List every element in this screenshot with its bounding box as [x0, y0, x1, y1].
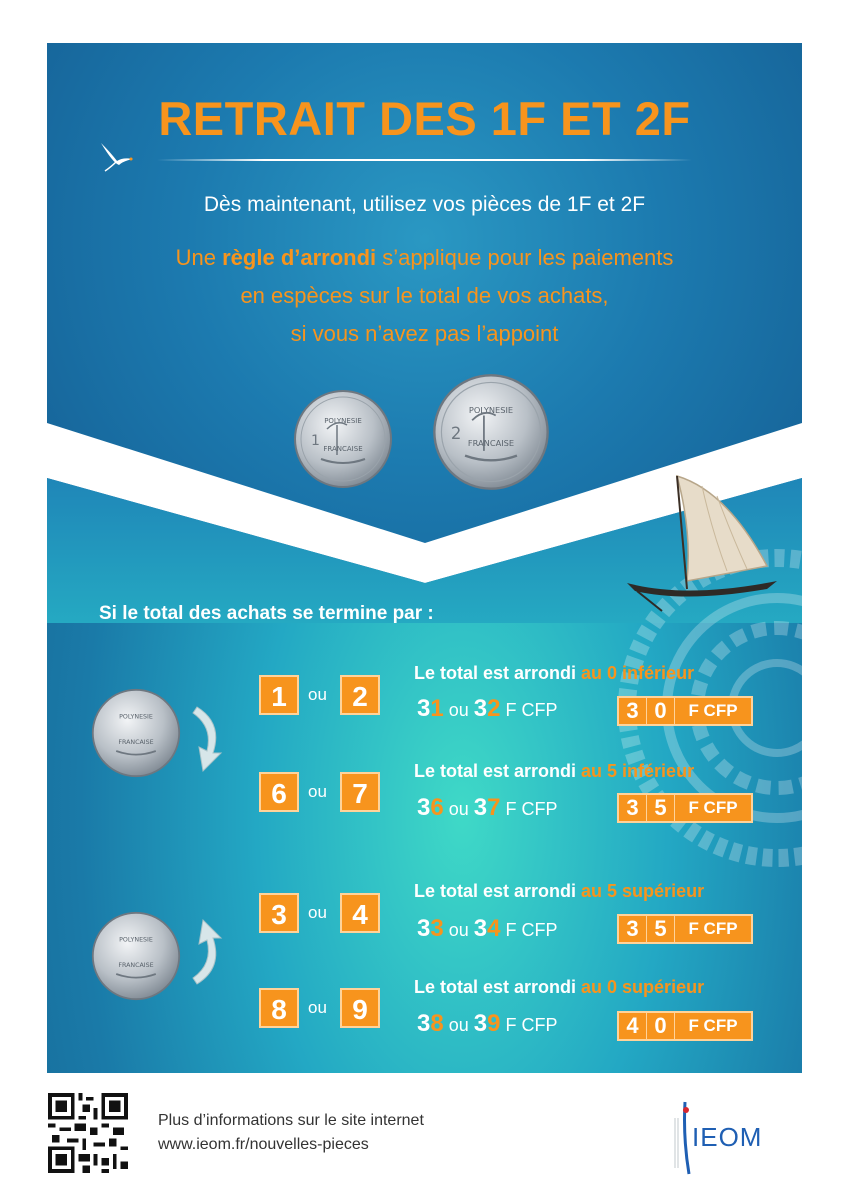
- coin-small-2-inscription-top: POLYNESIE: [119, 936, 153, 944]
- coin-rounding-down-icon: [91, 688, 181, 778]
- bird-icon: [97, 135, 137, 175]
- intro-text: Si le total des achats se termine par :: [99, 603, 434, 624]
- ending-digit-3: 3: [259, 893, 299, 933]
- result-round-up-0: 4 0 F CFP: [617, 1011, 753, 1041]
- rule-round-up-0: Le total est arrondi au 0 supérieur: [414, 977, 705, 997]
- qr-code-icon[interactable]: [48, 1093, 128, 1173]
- rule-line-3: si vous n’avez pas l’appoint: [290, 321, 559, 346]
- footer-website-link[interactable]: www.ieom.fr/nouvelles-pieces: [158, 1136, 369, 1153]
- subtitle: Dès maintenant, utilisez vos pièces de 1F et 2F: [203, 193, 646, 216]
- ending-digit-4: 4: [340, 893, 380, 933]
- coin-small-1-inscription-bottom: FRANCAISE: [118, 738, 154, 746]
- ou-label: ou: [308, 685, 327, 704]
- rule-round-down-5: Le total est arrondi au 5 inférieur: [414, 761, 695, 781]
- coin-2f-inscription-bottom: FRANCAISE: [467, 438, 515, 449]
- poster: [47, 43, 802, 1073]
- coin-small-1-inscription-top: POLYNESIE: [119, 713, 153, 721]
- curved-arrow-down-icon: [189, 703, 229, 773]
- coin-2f-icon: [432, 373, 550, 491]
- coin-rounding-up-icon: [91, 911, 181, 1001]
- rounding-rule-text: [87, 239, 762, 353]
- ending-digit-2: 2: [340, 675, 380, 715]
- ou-label: ou: [308, 998, 327, 1017]
- ieom-logo-text: IEOM: [692, 1122, 763, 1152]
- ending-digit-6: 6: [259, 772, 299, 812]
- title-underline: [157, 159, 692, 161]
- ou-label: ou: [308, 903, 327, 922]
- result-round-down-0: 3 0 F CFP: [617, 696, 753, 726]
- coin-small-2-inscription-bottom: FRANCAISE: [118, 961, 154, 969]
- ou-label: ou: [308, 782, 327, 801]
- page-title: RETRAIT DES 1F ET 2F: [158, 92, 691, 145]
- example-round-up-0: 38 ou 39 F CFP: [417, 1010, 558, 1037]
- result-round-up-5: 3 5 F CFP: [617, 914, 753, 944]
- footer-info-text: Plus d’informations sur le site internet: [158, 1112, 424, 1129]
- sailboat-icon: [617, 471, 787, 621]
- rule-round-down-0: Le total est arrondi au 0 inférieur: [414, 663, 695, 683]
- coin-1f-icon: [293, 389, 393, 489]
- curved-arrow-up-icon: [189, 918, 229, 988]
- result-round-down-5: 3 5 F CFP: [617, 793, 753, 823]
- rule-line-2: en espèces sur le total de vos achats,: [240, 283, 609, 308]
- example-round-up-5: 33 ou 34 F CFP: [417, 915, 558, 942]
- coin-1f-inscription-top: POLYNESIE: [324, 417, 362, 425]
- ending-digit-8: 8: [259, 988, 299, 1028]
- example-round-down-0: 31 ou 32 F CFP: [417, 695, 558, 722]
- coin-2f-value: 2: [450, 424, 462, 444]
- example-round-down-5: 36 ou 37 F CFP: [417, 794, 558, 821]
- ending-digit-1: 1: [259, 675, 299, 715]
- rule-round-up-5: Le total est arrondi au 5 supérieur: [414, 881, 705, 901]
- coin-1f-value: 1: [311, 433, 320, 449]
- coin-2f-inscription-top: POLYNESIE: [468, 405, 514, 416]
- ending-digit-9: 9: [340, 988, 380, 1028]
- ending-digit-7: 7: [340, 772, 380, 812]
- coin-1f-inscription-bottom: FRANCAISE: [323, 445, 363, 453]
- rule-line-1: Une règle d’arrondi s’applique pour les paiements: [175, 245, 674, 270]
